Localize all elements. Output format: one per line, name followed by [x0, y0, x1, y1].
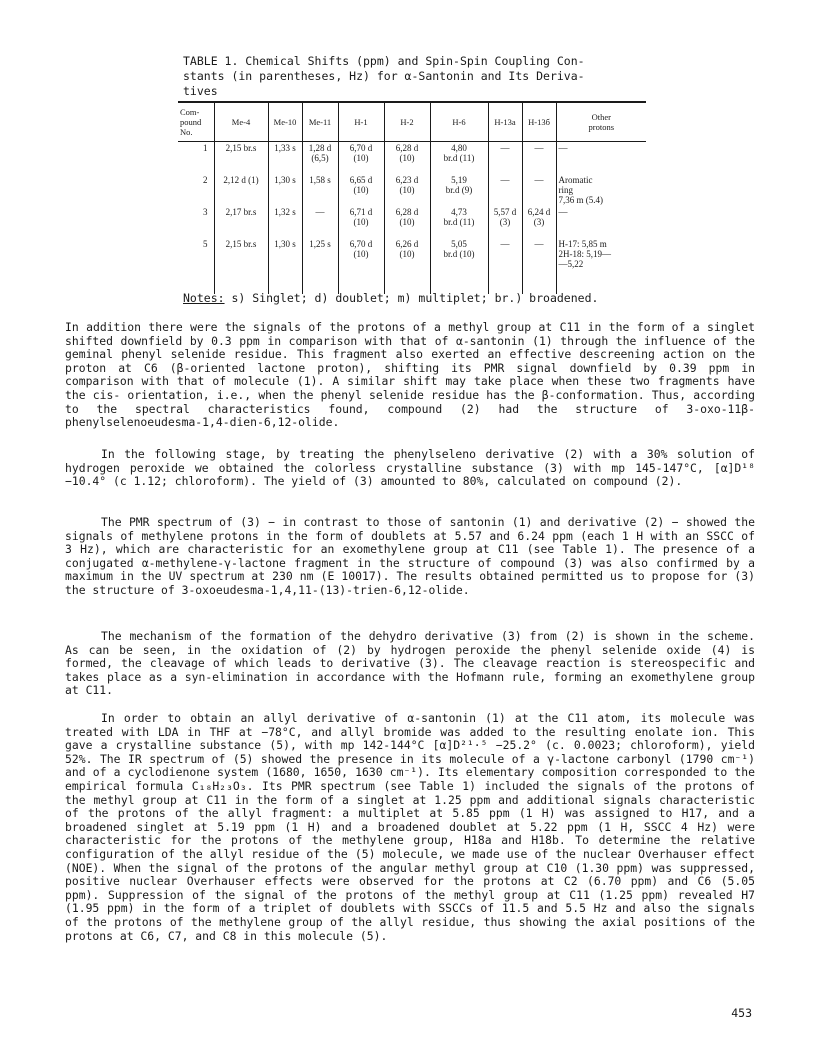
table-cell: 6,70 d (10) — [338, 238, 384, 270]
chemical-shift-table — [178, 101, 646, 294]
header-h2: H-2 — [384, 102, 430, 142]
table-cell: — — [488, 238, 522, 270]
table-notes — [183, 291, 598, 305]
table-cell: 1,30 s — [268, 174, 302, 206]
header-h13b: H-13б — [522, 102, 556, 142]
table-cell: H-17: 5,85 m 2H-18: 5,19— —5,22 — [556, 238, 646, 270]
table-cell: 5,05 br.d (10) — [430, 238, 488, 270]
body-paragraph: In addition there were the signals of the protons of a methyl group at C11 in the form of a singlet shifted downfield by 0.3 ppm in comparison with that of α-santonin (1) through the influence of the geminal phenyl selenide residue. This fragment also exerted an effective descreening action on the proton at C6 (β-oriented lactone proton), shifting its PMR signal downfield by 0.39 ppm in comparison with that of molecule (1). A similar shift may take place when these two fragments have the cis- orientation, i.e., when the phenyl selenide residue has the β-conformation. Thus, according to the spectral characteristics found, compound (2) had the structure of 3-oxo-11β-phenylselenoeudesma-1,4-dien-6,12-olide. — [65, 320, 755, 430]
table-caption: TABLE 1. Chemical Shifts (ppm) and Spin-Spin Coupling Con- stants (in parentheses, Hz) for α-Santonin and Its Deriva- tives — [183, 54, 585, 98]
table-cell: 1 — [203, 143, 208, 153]
table-cell: 2,15 br.s — [214, 238, 268, 270]
table-cell: 2,15 br.s — [214, 142, 268, 175]
body-paragraph: In the following stage, by treating the phenylseleno derivative (2) with a 30% solution of hydrogen peroxide we obtained the colorless crystalline substance (3) with mp 145-147°C, [α]D¹⁸ −10.4° (c 1.12; chloroform). The yield of (3) amounted to 80%, calculated on compound (2). — [65, 447, 755, 489]
table-cell: — — [488, 174, 522, 206]
table-cell: 1,30 s — [268, 238, 302, 270]
table-cell: 6,23 d (10) — [384, 174, 430, 206]
table-cell: — — [556, 206, 646, 238]
table-cell: 1,33 s — [268, 142, 302, 175]
table-row — [178, 142, 646, 175]
body-paragraph: The mechanism of the formation of the dehydro derivative (3) from (2) is shown in the scheme. As can be seen, in the oxidation of (2) by hydrogen peroxide the phenyl selenide oxide (4) is formed, the cleavage of which leads to derivative (3). The cleavage reaction is stereospecific and takes place as a syn-elimination in accordance with the Hofmann rule, forming an exomethylene group at C11. — [65, 629, 755, 698]
table-cell: 1,25 s — [302, 238, 338, 270]
notes-label: Notes: — [183, 291, 225, 305]
header-me11: Me-11 — [302, 102, 338, 142]
table-cell: 4,73 br.d (11) — [430, 206, 488, 238]
table-cell: 5,19 br.d (9) — [430, 174, 488, 206]
header-compound: Com- pound No. — [178, 102, 214, 142]
table-cell: 6,70 d (10) — [338, 142, 384, 175]
notes-text: s) Singlet; d) doublet; m) multiplet; br.) broadened. — [224, 291, 599, 305]
table-cell: — — [522, 142, 556, 175]
table-cell: — — [488, 142, 522, 175]
table-cell: 2,12 d (1) — [214, 174, 268, 206]
table-cell: 6,26 d (10) — [384, 238, 430, 270]
header-h13a: H-13a — [488, 102, 522, 142]
table-cell: 2 — [203, 175, 208, 185]
header-other-protons: Other protons — [556, 102, 646, 142]
table-cell: 2,17 br.s — [214, 206, 268, 238]
table-cell: 6,71 d (10) — [338, 206, 384, 238]
table-cell: 5 — [203, 239, 208, 249]
table-cell: — — [522, 174, 556, 206]
body-paragraph: In order to obtain an allyl derivative of α-santonin (1) at the C11 atom, its molecule was treated with LDA in THF at −78°C, and allyl bromide was added to the resulting enolate ion. This gave a crystalline substance (5), with mp 142-144°C [α]D²¹·⁵ −25.2° (c. 0.0023; chloroform), yield 52%. The IR spectrum of (5) showed the presence in its molecule of a γ-lactone carbonyl (1790 cm⁻¹) and of a cyclodienone system (1680, 1650, 1630 cm⁻¹). Its elementary composition corresponded to the empirical formula C₁₈H₂₃O₃. Its PMR spectrum (see Table 1) included the signals of the protons of the methyl group at C11 in the form of a singlet at 1.25 ppm and additional signals characteristic of the protons of the allyl fragment: a multiplet at 5.85 ppm (1 H) was assigned to H17, and a broadened singlet at 5.19 ppm (1 H) and a broadened doublet at 5.22 ppm (1 H, SSCC 4 Hz) were characteristic for the protons of the methylene group, H18a and H18b. To determine the relative configuration of the allyl residue of the (5) molecule, we made use of the nuclear Overhauser effect (NOE). When the signal of the protons of the angular methyl group at C10 (1.30 ppm) was suppressed, positive nuclear Overhauser effects were observed for the protons at C2 (6.70 ppm) and C6 (5.05 ppm). Suppression of the signal of the protons of the methyl group at C11 (1.25 ppm) revealed H7 (1.95 ppm) in the form of a triplet of doublets with SSCCs of 11.5 and 5.5 Hz and also the signals of the protons of the methylene group of the allyl residue, thus showing the axial positions of the protons at C6, C7, and C8 in this molecule (5). — [65, 711, 755, 943]
table-cell: 6,28 d (10) — [384, 206, 430, 238]
table-cell: — — [522, 238, 556, 270]
table-cell: 1,58 s — [302, 174, 338, 206]
table-row — [178, 238, 646, 270]
table-cell: — — [302, 206, 338, 238]
table-cell: 6,24 d (3) — [522, 206, 556, 238]
table-row — [178, 174, 646, 206]
table-cell: 3 — [203, 207, 208, 217]
table-cell: 5,57 d (3) — [488, 206, 522, 238]
table-cell: 6,65 d (10) — [338, 174, 384, 206]
header-me4: Me-4 — [214, 102, 268, 142]
table-cell: Aromatic ring 7,36 m (5.4) — [556, 174, 646, 206]
table-cell: — — [556, 142, 646, 175]
table-header-row — [178, 102, 646, 142]
body-paragraph: The PMR spectrum of (3) − in contrast to those of santonin (1) and derivative (2) − showed the signals of methylene protons in the form of doublets at 5.57 and 6.24 ppm (each 1 H with an SSCC of 3 Hz), which are characteristic for an exomethylene group at C11 (see Table 1). The presence of a conjugated α-methylene-γ-lactone fragment in the structure of compound (3) was also confirmed by a maximum in the UV spectrum at 230 nm (E 10017). The results obtained permitted us to propose for (3) the structure of 3-oxoeudesma-1,4,11-(13)-trien-6,12-olide. — [65, 515, 755, 597]
table-cell: 6,28 d (10) — [384, 142, 430, 175]
table-cell: 1,28 d (6,5) — [302, 142, 338, 175]
header-h1: H-1 — [338, 102, 384, 142]
header-me10: Me-10 — [268, 102, 302, 142]
table-row — [178, 206, 646, 238]
page-number: 453 — [731, 1006, 752, 1020]
table-cell: 1,32 s — [268, 206, 302, 238]
header-h6: H-6 — [430, 102, 488, 142]
table-cell: 4,80 br.d (11) — [430, 142, 488, 175]
